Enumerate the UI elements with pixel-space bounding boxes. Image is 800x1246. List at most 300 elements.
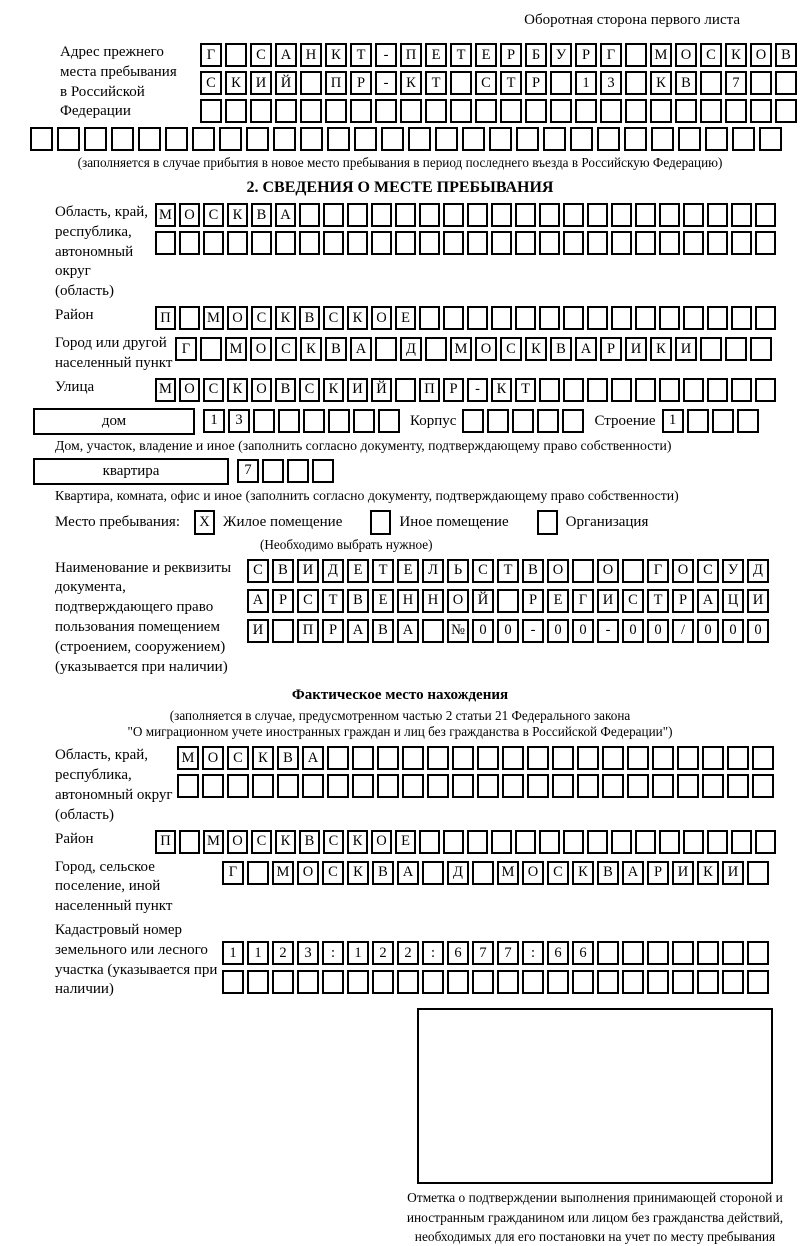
char-box[interactable] bbox=[539, 830, 560, 854]
char-box[interactable] bbox=[422, 619, 444, 643]
char-box[interactable] bbox=[222, 970, 244, 994]
residential-checkbox[interactable]: X bbox=[194, 510, 215, 535]
char-box[interactable]: А bbox=[302, 746, 324, 770]
char-box[interactable] bbox=[419, 306, 440, 330]
char-box[interactable]: Р bbox=[322, 619, 344, 643]
char-box[interactable]: Е bbox=[395, 830, 416, 854]
char-box[interactable] bbox=[512, 409, 534, 433]
char-box[interactable]: Н bbox=[300, 43, 322, 67]
char-box[interactable]: О bbox=[547, 559, 569, 583]
char-box[interactable]: К bbox=[400, 71, 422, 95]
char-box[interactable]: 2 bbox=[272, 941, 294, 965]
char-box[interactable]: А bbox=[247, 589, 269, 613]
char-box[interactable] bbox=[475, 99, 497, 123]
char-box[interactable] bbox=[755, 231, 776, 255]
char-box[interactable]: : bbox=[522, 941, 544, 965]
char-box[interactable]: 7 bbox=[472, 941, 494, 965]
char-box[interactable]: К bbox=[347, 306, 368, 330]
char-box[interactable] bbox=[402, 746, 424, 770]
char-box[interactable]: И bbox=[722, 861, 744, 885]
char-box[interactable]: 0 bbox=[572, 619, 594, 643]
char-box[interactable] bbox=[755, 203, 776, 227]
char-box[interactable] bbox=[419, 231, 440, 255]
char-box[interactable] bbox=[697, 970, 719, 994]
char-box[interactable] bbox=[179, 306, 200, 330]
char-box[interactable] bbox=[491, 306, 512, 330]
char-box[interactable]: 0 bbox=[547, 619, 569, 643]
apartment-field-box[interactable]: квартира bbox=[33, 458, 229, 485]
char-box[interactable] bbox=[497, 970, 519, 994]
char-box[interactable] bbox=[227, 774, 249, 798]
char-box[interactable]: - bbox=[467, 378, 488, 402]
char-box[interactable]: 7 bbox=[497, 941, 519, 965]
char-box[interactable]: Д bbox=[322, 559, 344, 583]
char-box[interactable] bbox=[651, 127, 674, 151]
char-box[interactable] bbox=[537, 409, 559, 433]
char-box[interactable]: В bbox=[325, 337, 347, 361]
char-box[interactable]: Д bbox=[447, 861, 469, 885]
char-box[interactable]: О bbox=[250, 337, 272, 361]
char-box[interactable]: Р bbox=[350, 71, 372, 95]
char-box[interactable]: В bbox=[347, 589, 369, 613]
char-box[interactable] bbox=[354, 127, 377, 151]
char-box[interactable] bbox=[408, 127, 431, 151]
char-box[interactable] bbox=[462, 409, 484, 433]
char-box[interactable]: 6 bbox=[547, 941, 569, 965]
char-box[interactable] bbox=[539, 378, 560, 402]
char-box[interactable]: Т bbox=[322, 589, 344, 613]
char-box[interactable] bbox=[725, 99, 747, 123]
char-box[interactable] bbox=[192, 127, 215, 151]
char-box[interactable] bbox=[687, 409, 709, 433]
char-box[interactable]: С bbox=[227, 746, 249, 770]
char-box[interactable] bbox=[443, 231, 464, 255]
organization-checkbox[interactable] bbox=[537, 510, 558, 535]
char-box[interactable] bbox=[678, 127, 701, 151]
char-box[interactable] bbox=[752, 774, 774, 798]
char-box[interactable]: 1 bbox=[222, 941, 244, 965]
char-box[interactable] bbox=[300, 71, 322, 95]
char-box[interactable] bbox=[705, 127, 728, 151]
char-box[interactable] bbox=[500, 99, 522, 123]
char-box[interactable] bbox=[707, 203, 728, 227]
char-box[interactable]: В bbox=[675, 71, 697, 95]
char-box[interactable]: Т bbox=[372, 559, 394, 583]
char-box[interactable] bbox=[246, 127, 269, 151]
char-box[interactable]: 3 bbox=[600, 71, 622, 95]
char-box[interactable] bbox=[491, 203, 512, 227]
char-box[interactable] bbox=[755, 378, 776, 402]
char-box[interactable]: О bbox=[297, 861, 319, 885]
char-box[interactable] bbox=[287, 459, 309, 483]
char-box[interactable] bbox=[650, 99, 672, 123]
char-box[interactable] bbox=[552, 746, 574, 770]
char-box[interactable] bbox=[323, 203, 344, 227]
char-box[interactable] bbox=[277, 774, 299, 798]
char-box[interactable]: Й bbox=[472, 589, 494, 613]
char-box[interactable]: С bbox=[275, 337, 297, 361]
char-box[interactable]: Р bbox=[272, 589, 294, 613]
char-box[interactable]: Т bbox=[350, 43, 372, 67]
char-box[interactable] bbox=[677, 746, 699, 770]
char-box[interactable]: К bbox=[323, 378, 344, 402]
char-box[interactable] bbox=[377, 774, 399, 798]
char-box[interactable] bbox=[737, 409, 759, 433]
char-box[interactable] bbox=[727, 746, 749, 770]
char-box[interactable] bbox=[627, 746, 649, 770]
char-box[interactable] bbox=[731, 378, 752, 402]
char-box[interactable]: 6 bbox=[447, 941, 469, 965]
char-box[interactable] bbox=[759, 127, 782, 151]
char-box[interactable]: К bbox=[572, 861, 594, 885]
char-box[interactable] bbox=[707, 378, 728, 402]
char-box[interactable]: - bbox=[522, 619, 544, 643]
char-box[interactable] bbox=[750, 99, 772, 123]
char-box[interactable]: О bbox=[447, 589, 469, 613]
char-box[interactable] bbox=[225, 43, 247, 67]
char-box[interactable] bbox=[327, 746, 349, 770]
char-box[interactable]: Р bbox=[500, 43, 522, 67]
char-box[interactable] bbox=[427, 746, 449, 770]
char-box[interactable] bbox=[487, 409, 509, 433]
char-box[interactable]: Л bbox=[422, 559, 444, 583]
char-box[interactable] bbox=[111, 127, 134, 151]
char-box[interactable]: Г bbox=[200, 43, 222, 67]
char-box[interactable]: Е bbox=[397, 559, 419, 583]
char-box[interactable]: М bbox=[155, 203, 176, 227]
char-box[interactable] bbox=[352, 774, 374, 798]
char-box[interactable] bbox=[587, 306, 608, 330]
char-box[interactable]: М bbox=[177, 746, 199, 770]
char-box[interactable]: Д bbox=[747, 559, 769, 583]
char-box[interactable]: О bbox=[672, 559, 694, 583]
char-box[interactable]: 1 bbox=[347, 941, 369, 965]
char-box[interactable] bbox=[138, 127, 161, 151]
char-box[interactable]: А bbox=[347, 619, 369, 643]
char-box[interactable] bbox=[84, 127, 107, 151]
char-box[interactable] bbox=[597, 970, 619, 994]
char-box[interactable]: 0 bbox=[722, 619, 744, 643]
char-box[interactable]: Р bbox=[672, 589, 694, 613]
char-box[interactable]: Е bbox=[372, 589, 394, 613]
char-box[interactable] bbox=[659, 306, 680, 330]
char-box[interactable]: 0 bbox=[747, 619, 769, 643]
char-box[interactable]: 1 bbox=[203, 409, 225, 433]
char-box[interactable] bbox=[732, 127, 755, 151]
char-box[interactable] bbox=[602, 746, 624, 770]
char-box[interactable] bbox=[572, 559, 594, 583]
char-box[interactable] bbox=[570, 127, 593, 151]
char-box[interactable] bbox=[700, 71, 722, 95]
char-box[interactable]: А bbox=[397, 619, 419, 643]
char-box[interactable] bbox=[563, 378, 584, 402]
char-box[interactable]: 0 bbox=[622, 619, 644, 643]
char-box[interactable]: П bbox=[155, 306, 176, 330]
char-box[interactable] bbox=[515, 231, 536, 255]
char-box[interactable]: С bbox=[322, 861, 344, 885]
char-box[interactable]: М bbox=[225, 337, 247, 361]
char-box[interactable] bbox=[422, 970, 444, 994]
char-box[interactable] bbox=[272, 619, 294, 643]
char-box[interactable] bbox=[752, 746, 774, 770]
char-box[interactable] bbox=[635, 306, 656, 330]
char-box[interactable] bbox=[635, 203, 656, 227]
char-box[interactable]: 2 bbox=[397, 941, 419, 965]
char-box[interactable]: К bbox=[275, 306, 296, 330]
char-box[interactable] bbox=[227, 231, 248, 255]
char-box[interactable] bbox=[547, 970, 569, 994]
char-box[interactable] bbox=[250, 99, 272, 123]
char-box[interactable] bbox=[597, 127, 620, 151]
char-box[interactable]: И bbox=[247, 619, 269, 643]
char-box[interactable] bbox=[443, 830, 464, 854]
char-box[interactable] bbox=[378, 409, 400, 433]
char-box[interactable] bbox=[750, 71, 772, 95]
char-box[interactable] bbox=[515, 306, 536, 330]
char-box[interactable]: 3 bbox=[228, 409, 250, 433]
char-box[interactable] bbox=[489, 127, 512, 151]
char-box[interactable] bbox=[563, 231, 584, 255]
char-box[interactable]: К bbox=[525, 337, 547, 361]
char-box[interactable] bbox=[587, 378, 608, 402]
char-box[interactable] bbox=[775, 71, 797, 95]
char-box[interactable]: У bbox=[722, 559, 744, 583]
char-box[interactable] bbox=[731, 830, 752, 854]
char-box[interactable]: К bbox=[491, 378, 512, 402]
char-box[interactable]: М bbox=[497, 861, 519, 885]
char-box[interactable] bbox=[272, 970, 294, 994]
char-box[interactable] bbox=[312, 459, 334, 483]
char-box[interactable]: 3 bbox=[297, 941, 319, 965]
char-box[interactable]: К bbox=[225, 71, 247, 95]
char-box[interactable] bbox=[587, 231, 608, 255]
char-box[interactable]: О bbox=[251, 378, 272, 402]
char-box[interactable]: : bbox=[422, 941, 444, 965]
char-box[interactable]: О bbox=[371, 830, 392, 854]
char-box[interactable]: 1 bbox=[247, 941, 269, 965]
char-box[interactable] bbox=[299, 203, 320, 227]
char-box[interactable]: К bbox=[650, 71, 672, 95]
char-box[interactable]: Г bbox=[600, 43, 622, 67]
char-box[interactable]: В bbox=[550, 337, 572, 361]
char-box[interactable] bbox=[225, 99, 247, 123]
char-box[interactable] bbox=[299, 231, 320, 255]
char-box[interactable] bbox=[702, 746, 724, 770]
char-box[interactable]: П bbox=[400, 43, 422, 67]
char-box[interactable] bbox=[731, 306, 752, 330]
char-box[interactable] bbox=[300, 127, 323, 151]
char-box[interactable]: Т bbox=[500, 71, 522, 95]
char-box[interactable]: И bbox=[347, 378, 368, 402]
char-box[interactable] bbox=[775, 99, 797, 123]
char-box[interactable] bbox=[347, 203, 368, 227]
char-box[interactable]: И bbox=[625, 337, 647, 361]
char-box[interactable]: К bbox=[325, 43, 347, 67]
char-box[interactable]: 0 bbox=[472, 619, 494, 643]
char-box[interactable] bbox=[725, 337, 747, 361]
char-box[interactable] bbox=[347, 970, 369, 994]
char-box[interactable]: Р bbox=[647, 861, 669, 885]
char-box[interactable] bbox=[57, 127, 80, 151]
char-box[interactable] bbox=[597, 941, 619, 965]
char-box[interactable]: В bbox=[277, 746, 299, 770]
char-box[interactable] bbox=[452, 774, 474, 798]
char-box[interactable]: 2 bbox=[372, 941, 394, 965]
char-box[interactable]: В bbox=[275, 378, 296, 402]
char-box[interactable]: Й bbox=[275, 71, 297, 95]
char-box[interactable]: Т bbox=[450, 43, 472, 67]
char-box[interactable] bbox=[452, 746, 474, 770]
char-box[interactable]: В bbox=[522, 559, 544, 583]
char-box[interactable]: К bbox=[650, 337, 672, 361]
char-box[interactable]: С bbox=[203, 203, 224, 227]
char-box[interactable]: О bbox=[227, 830, 248, 854]
char-box[interactable]: Д bbox=[400, 337, 422, 361]
char-box[interactable]: П bbox=[155, 830, 176, 854]
char-box[interactable] bbox=[527, 746, 549, 770]
char-box[interactable]: - bbox=[597, 619, 619, 643]
char-box[interactable] bbox=[253, 409, 275, 433]
char-box[interactable] bbox=[539, 231, 560, 255]
char-box[interactable]: М bbox=[155, 378, 176, 402]
char-box[interactable]: С bbox=[250, 43, 272, 67]
char-box[interactable] bbox=[647, 941, 669, 965]
char-box[interactable]: В bbox=[272, 559, 294, 583]
char-box[interactable] bbox=[672, 970, 694, 994]
char-box[interactable] bbox=[395, 231, 416, 255]
char-box[interactable] bbox=[659, 231, 680, 255]
char-box[interactable]: С bbox=[247, 559, 269, 583]
char-box[interactable] bbox=[275, 231, 296, 255]
char-box[interactable] bbox=[747, 970, 769, 994]
char-box[interactable] bbox=[395, 203, 416, 227]
char-box[interactable] bbox=[502, 746, 524, 770]
char-box[interactable]: М bbox=[650, 43, 672, 67]
char-box[interactable] bbox=[450, 99, 472, 123]
char-box[interactable] bbox=[347, 231, 368, 255]
char-box[interactable] bbox=[702, 774, 724, 798]
char-box[interactable] bbox=[683, 306, 704, 330]
char-box[interactable] bbox=[683, 203, 704, 227]
char-box[interactable] bbox=[328, 409, 350, 433]
char-box[interactable]: Е bbox=[395, 306, 416, 330]
char-box[interactable] bbox=[422, 861, 444, 885]
char-box[interactable] bbox=[203, 231, 224, 255]
char-box[interactable] bbox=[515, 830, 536, 854]
char-box[interactable] bbox=[652, 774, 674, 798]
char-box[interactable] bbox=[622, 559, 644, 583]
char-box[interactable]: Н bbox=[422, 589, 444, 613]
char-box[interactable] bbox=[700, 99, 722, 123]
char-box[interactable] bbox=[611, 231, 632, 255]
char-box[interactable]: М bbox=[203, 306, 224, 330]
char-box[interactable]: Т bbox=[425, 71, 447, 95]
char-box[interactable]: М bbox=[450, 337, 472, 361]
char-box[interactable] bbox=[731, 203, 752, 227]
char-box[interactable] bbox=[179, 231, 200, 255]
char-box[interactable] bbox=[443, 203, 464, 227]
char-box[interactable]: К bbox=[300, 337, 322, 361]
char-box[interactable] bbox=[563, 203, 584, 227]
char-box[interactable] bbox=[375, 337, 397, 361]
char-box[interactable] bbox=[165, 127, 188, 151]
char-box[interactable]: С bbox=[299, 378, 320, 402]
char-box[interactable]: В bbox=[372, 619, 394, 643]
char-box[interactable] bbox=[219, 127, 242, 151]
char-box[interactable] bbox=[635, 830, 656, 854]
char-box[interactable] bbox=[419, 203, 440, 227]
char-box[interactable] bbox=[477, 774, 499, 798]
char-box[interactable] bbox=[467, 231, 488, 255]
char-box[interactable] bbox=[722, 970, 744, 994]
char-box[interactable] bbox=[262, 459, 284, 483]
char-box[interactable] bbox=[563, 830, 584, 854]
char-box[interactable]: 6 bbox=[572, 941, 594, 965]
char-box[interactable]: О bbox=[227, 306, 248, 330]
char-box[interactable] bbox=[275, 99, 297, 123]
char-box[interactable] bbox=[375, 99, 397, 123]
char-box[interactable] bbox=[625, 99, 647, 123]
char-box[interactable] bbox=[252, 774, 274, 798]
char-box[interactable] bbox=[202, 774, 224, 798]
char-box[interactable]: 0 bbox=[697, 619, 719, 643]
char-box[interactable]: 0 bbox=[647, 619, 669, 643]
char-box[interactable]: / bbox=[672, 619, 694, 643]
char-box[interactable] bbox=[323, 231, 344, 255]
char-box[interactable]: М bbox=[272, 861, 294, 885]
char-box[interactable] bbox=[177, 774, 199, 798]
char-box[interactable] bbox=[697, 941, 719, 965]
char-box[interactable] bbox=[327, 774, 349, 798]
char-box[interactable] bbox=[400, 99, 422, 123]
char-box[interactable] bbox=[611, 830, 632, 854]
char-box[interactable] bbox=[572, 970, 594, 994]
char-box[interactable] bbox=[672, 941, 694, 965]
char-box[interactable]: А bbox=[622, 861, 644, 885]
char-box[interactable]: П bbox=[419, 378, 440, 402]
char-box[interactable]: Г bbox=[647, 559, 669, 583]
char-box[interactable]: - bbox=[375, 71, 397, 95]
char-box[interactable]: И bbox=[297, 559, 319, 583]
char-box[interactable] bbox=[30, 127, 53, 151]
char-box[interactable] bbox=[587, 203, 608, 227]
char-box[interactable]: С bbox=[323, 830, 344, 854]
char-box[interactable] bbox=[522, 970, 544, 994]
char-box[interactable] bbox=[600, 99, 622, 123]
char-box[interactable] bbox=[325, 99, 347, 123]
char-box[interactable] bbox=[467, 306, 488, 330]
char-box[interactable]: В bbox=[299, 830, 320, 854]
char-box[interactable]: В bbox=[372, 861, 394, 885]
char-box[interactable]: Й bbox=[371, 378, 392, 402]
char-box[interactable] bbox=[371, 203, 392, 227]
char-box[interactable] bbox=[683, 830, 704, 854]
char-box[interactable]: К bbox=[697, 861, 719, 885]
char-box[interactable] bbox=[427, 774, 449, 798]
char-box[interactable]: И bbox=[250, 71, 272, 95]
char-box[interactable]: А bbox=[575, 337, 597, 361]
char-box[interactable]: К bbox=[347, 830, 368, 854]
char-box[interactable]: В bbox=[251, 203, 272, 227]
char-box[interactable]: 7 bbox=[725, 71, 747, 95]
char-box[interactable] bbox=[755, 830, 776, 854]
char-box[interactable] bbox=[707, 830, 728, 854]
char-box[interactable] bbox=[353, 409, 375, 433]
char-box[interactable]: С bbox=[547, 861, 569, 885]
char-box[interactable]: В bbox=[597, 861, 619, 885]
char-box[interactable] bbox=[303, 409, 325, 433]
char-box[interactable]: К bbox=[347, 861, 369, 885]
